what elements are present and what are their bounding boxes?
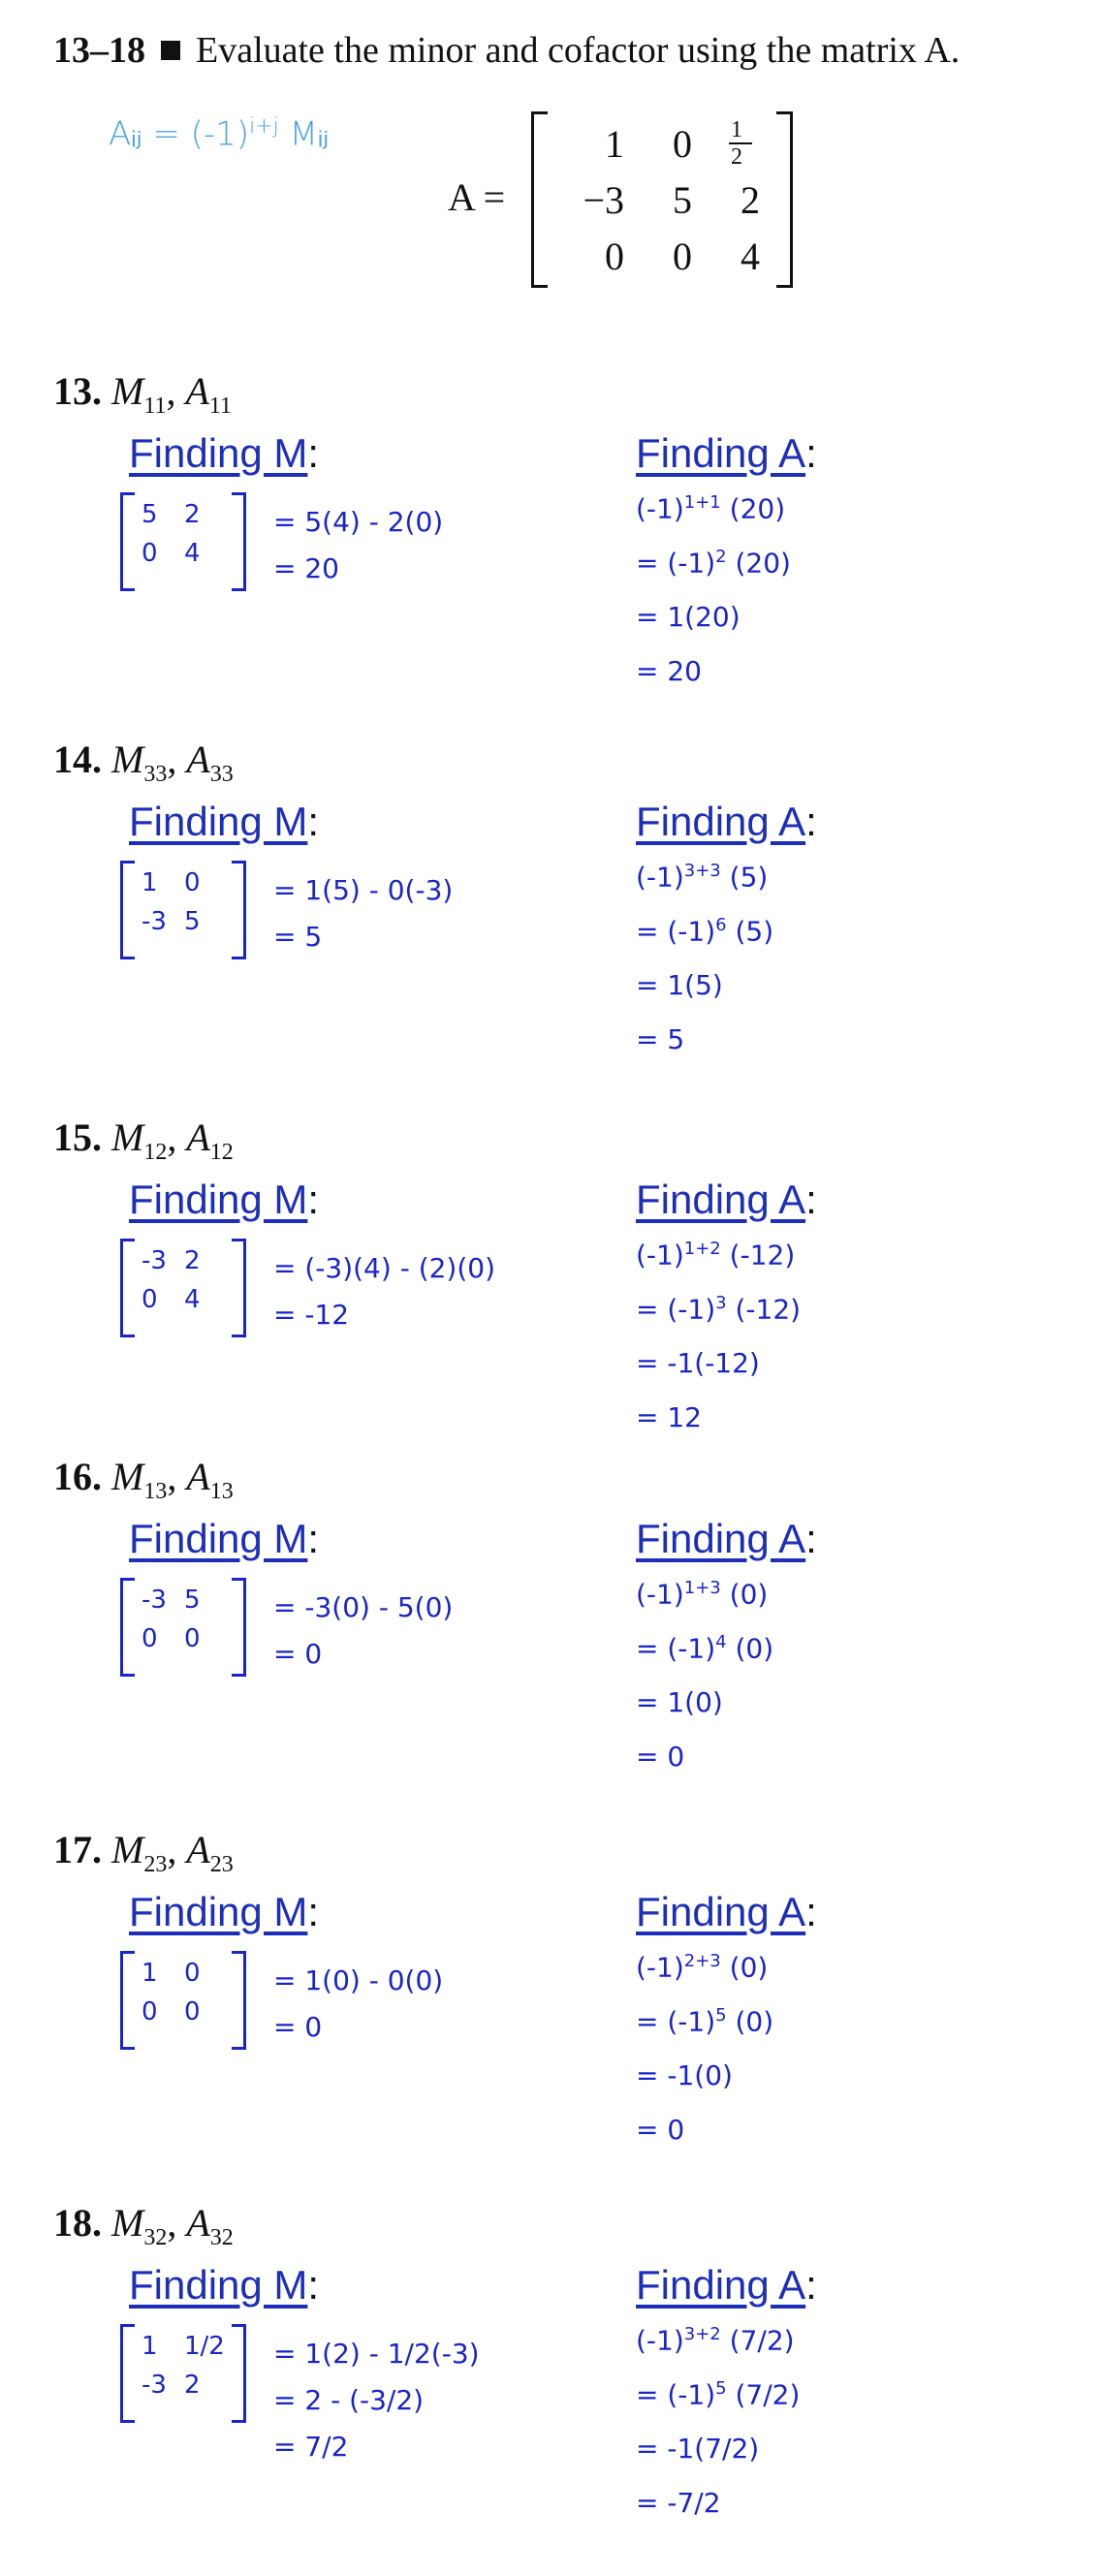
cofactor-step-base: (-1) (636, 861, 684, 894)
cofactor-step (636, 969, 723, 1001)
minor-subscript: 32 (143, 2225, 168, 2250)
cofactor-step (636, 601, 741, 633)
finding-a-heading (636, 1516, 817, 1562)
minor-symbol: $M_{11}$ (111, 369, 167, 419)
minor-cell: 0 (142, 1624, 158, 1653)
minor-symbol: $M_{23}$ (111, 1828, 168, 1877)
cofactor-subscript: 23 (209, 1852, 234, 1877)
cofactor-step (636, 1239, 795, 1271)
minor-cell: 0 (184, 868, 201, 897)
cofactor-step-base: = 1(5) (636, 969, 723, 1001)
title-comma: , (167, 738, 187, 781)
problem-number: 18. (53, 2201, 102, 2245)
matrix-left-bracket (531, 111, 548, 288)
minor-step: = 20 (273, 552, 339, 584)
problem-number: 17. (53, 1828, 102, 1871)
cofactor-step-tail: (0) (720, 1578, 769, 1611)
minor-cell: 4 (184, 539, 201, 568)
cofactor-step (636, 2433, 759, 2465)
cofactor-formula-note (109, 114, 329, 153)
cofactor-step-base: = (-1) (636, 1632, 716, 1665)
cofactor-subscript: 12 (209, 1140, 234, 1165)
cofactor-step-exponent: 5 (715, 2378, 727, 2399)
minor-subscript: 23 (143, 1852, 168, 1877)
minor-symbol: $M_{33}$ (111, 738, 168, 787)
minor-matrix (120, 1951, 246, 2048)
cofactor-step-base: = 20 (636, 655, 702, 687)
minor-cell: -3 (142, 1246, 167, 1275)
cofactor-step-base: = 0 (636, 1741, 685, 1773)
cofactor-symbol: $A_{32}$ (186, 2201, 234, 2250)
finding-m-colon: : (307, 1889, 320, 1934)
matrix-grid (554, 115, 768, 284)
title-comma: , (167, 1828, 187, 1871)
minor-step: = (-3)(4) - (2)(0) (273, 1252, 496, 1284)
minor-left-bracket (120, 1239, 135, 1337)
cofactor-step-exponent: 3+3 (683, 861, 721, 881)
minor-matrix (120, 861, 246, 958)
cofactor-step-base: = -1(-12) (636, 1347, 760, 1379)
matrix-cell: 0 (605, 234, 624, 278)
cofactor-step-base: = -7/2 (636, 2487, 721, 2519)
cofactor-step-base: = -1(0) (636, 2059, 733, 2091)
cofactor-step-tail: (-12) (726, 1293, 802, 1326)
minor-symbol: $M_{32}$ (111, 2201, 168, 2250)
cofactor-step (636, 915, 773, 947)
minor-cells (142, 2332, 227, 2409)
finding-m-colon: : (307, 1177, 320, 1222)
finding-a-colon: : (805, 799, 817, 844)
finding-a-heading (636, 799, 817, 845)
finding-m-text: Finding M (129, 430, 308, 476)
minor-cell: 0 (184, 1624, 201, 1653)
cofactor-step-exponent: 2+3 (683, 1951, 721, 1971)
cofactor-subscript: 13 (209, 1479, 234, 1504)
minor-step: = 1(2) - 1/2(-3) (273, 2338, 480, 2370)
finding-a-colon: : (805, 430, 817, 476)
minor-matrix (120, 2324, 246, 2421)
square-bullet-icon (161, 41, 180, 60)
cofactor-symbol: $A_{23}$ (186, 1828, 234, 1877)
cofactor-step-tail: (5) (720, 861, 769, 894)
minor-right-bracket (232, 861, 246, 959)
cofactor-step-tail: (7/2) (726, 2378, 801, 2411)
finding-m-heading (129, 1516, 319, 1562)
cofactor-step-tail: (5) (726, 915, 774, 948)
cofactor-step-base: = (-1) (636, 2378, 716, 2411)
matrix-cell: 4 (741, 234, 760, 278)
cofactor-step-base: (-1) (636, 1578, 684, 1611)
cofactor-step (636, 2005, 773, 2037)
problem-number: 14. (53, 738, 102, 781)
minor-cells (142, 1246, 227, 1324)
finding-m-text: Finding M (129, 1889, 308, 1934)
minor-right-bracket (232, 2324, 246, 2423)
matrix-cell: 0 (673, 121, 692, 166)
minor-right-bracket (232, 492, 246, 591)
minor-right-bracket (232, 1951, 246, 2050)
cofactor-step-base: = 5 (636, 1023, 685, 1055)
minor-cell: 1/2 (184, 2332, 225, 2361)
finding-a-text: Finding A (636, 1889, 806, 1934)
cofactor-subscript: 11 (208, 393, 232, 419)
note-exponent: i+j (249, 114, 279, 139)
cofactor-step (636, 655, 702, 687)
cofactor-step (636, 1741, 684, 1773)
minor-subscript: 13 (143, 1479, 168, 1504)
minor-cell: 0 (142, 1285, 158, 1314)
cofactor-step-base: (-1) (636, 2324, 684, 2357)
minor-step: = -3(0) - 5(0) (273, 1591, 454, 1623)
matrix-cell: −3 (583, 177, 624, 222)
cofactor-step (636, 1951, 768, 1983)
minor-step: = 5 (273, 921, 323, 953)
finding-m-colon: : (307, 430, 320, 476)
cofactor-step (636, 492, 785, 524)
cofactor-step-tail: (-12) (720, 1239, 796, 1272)
cofactor-step-exponent: 1+2 (683, 1239, 721, 1259)
minor-cell: 2 (184, 2371, 201, 2400)
minor-symbol: $M_{12}$ (111, 1115, 168, 1165)
minor-right-bracket (232, 1578, 246, 1677)
cofactor-step (636, 1632, 773, 1664)
problem-title (53, 1454, 234, 1505)
minor-matrix (120, 1239, 246, 1335)
finding-m-heading (129, 2262, 319, 2309)
exercise-instructions: Evaluate the minor and cofactor using the matrix A. (196, 30, 961, 71)
cofactor-step (636, 1578, 768, 1610)
cofactor-step-base: = (-1) (636, 547, 716, 580)
finding-m-heading (129, 430, 319, 477)
minor-matrix (120, 492, 246, 589)
cofactor-step-tail: (20) (720, 492, 786, 525)
cofactor-step-base: = -1(7/2) (636, 2433, 760, 2465)
cofactor-step-base: = 1(20) (636, 601, 741, 633)
cofactor-step-tail: (0) (726, 2005, 774, 2038)
cofactor-step (636, 1401, 702, 1433)
minor-cell: 0 (184, 1959, 201, 1988)
cofactor-subscript: 32 (209, 2225, 234, 2250)
problem-number: 16. (53, 1455, 102, 1498)
note-lhs: Aᵢⱼ = (-1) (109, 114, 250, 154)
minor-step: = 5(4) - 2(0) (273, 506, 444, 538)
cofactor-step-exponent: 3 (715, 1293, 727, 1313)
cofactor-step-base: = (-1) (636, 2005, 716, 2038)
matrix-cell (700, 115, 768, 172)
minor-step: = 1(0) - 0(0) (273, 1964, 444, 1996)
title-comma: , (167, 2201, 187, 2245)
minor-left-bracket (120, 1951, 135, 2050)
cofactor-step (636, 2059, 733, 2091)
minor-subscript: 12 (143, 1140, 168, 1165)
minor-step: = 0 (273, 2011, 323, 2043)
minor-cells (142, 1959, 227, 2036)
minor-cell: 1 (142, 2332, 158, 2361)
minor-cells (142, 868, 227, 946)
cofactor-step-base: = 12 (636, 1401, 702, 1433)
cofactor-step (636, 2487, 721, 2519)
cofactor-step-tail: (7/2) (720, 2324, 795, 2357)
finding-a-heading (636, 430, 817, 477)
finding-a-text: Finding A (636, 2262, 806, 2308)
minor-step: = 7/2 (273, 2431, 349, 2463)
cofactor-step-exponent: 4 (715, 1632, 727, 1652)
finding-a-colon: : (805, 1177, 817, 1222)
minor-cell: 0 (184, 1997, 201, 2026)
matrix-cell: 5 (673, 177, 692, 222)
problem-number: 13. (53, 369, 102, 413)
minor-cells (142, 500, 227, 578)
minor-step: = -12 (273, 1299, 350, 1331)
finding-a-heading (636, 1889, 817, 1935)
minor-cell: 2 (184, 1246, 201, 1275)
cofactor-step (636, 2114, 684, 2146)
cofactor-step-exponent: 6 (715, 915, 727, 935)
finding-m-text: Finding M (129, 1177, 308, 1222)
cofactor-symbol: $A_{33}$ (186, 738, 234, 787)
minor-cell: -3 (142, 2371, 167, 2400)
minor-cell: -3 (142, 1586, 167, 1615)
minor-step: = 1(5) - 0(-3) (273, 874, 454, 906)
cofactor-step (636, 1686, 723, 1718)
cofactor-symbol: $A_{12}$ (186, 1115, 234, 1165)
title-comma: , (167, 1455, 187, 1498)
cofactor-step-exponent: 1+3 (683, 1578, 721, 1598)
minor-cell: 0 (142, 1997, 158, 2026)
minor-matrix (120, 1578, 246, 1675)
cofactor-step-base: = 1(0) (636, 1686, 723, 1718)
cofactor-step (636, 547, 791, 579)
matrix-label: A = (448, 175, 506, 219)
title-comma: , (167, 1115, 187, 1159)
minor-cell: 1 (142, 1959, 158, 1988)
minor-cell: 5 (184, 1586, 201, 1615)
minor-left-bracket (120, 2324, 135, 2423)
cofactor-step-tail: (0) (726, 1632, 774, 1665)
minor-left-bracket (120, 492, 135, 591)
minor-cell: 4 (184, 1285, 201, 1314)
finding-m-text: Finding M (129, 799, 308, 844)
cofactor-step-base: (-1) (636, 1951, 684, 1984)
matrix-cell: 2 (741, 177, 760, 222)
cofactor-step (636, 1023, 684, 1055)
finding-a-colon: : (805, 1889, 817, 1934)
cofactor-step-exponent: 3+2 (683, 2324, 721, 2344)
finding-m-heading (129, 1889, 319, 1935)
exercise-header (53, 29, 960, 72)
finding-a-heading (636, 1177, 817, 1223)
minor-subscript: 33 (143, 762, 168, 787)
finding-m-text: Finding M (129, 2262, 308, 2308)
fraction (729, 118, 760, 169)
minor-cell: 5 (142, 500, 158, 529)
minor-cell: 2 (184, 500, 201, 529)
minor-cell: -3 (142, 907, 167, 936)
finding-a-text: Finding A (636, 1177, 806, 1222)
exercise-range: 13–18 (53, 30, 145, 71)
finding-a-text: Finding A (636, 430, 806, 476)
finding-m-heading (129, 1177, 319, 1223)
cofactor-step (636, 2378, 800, 2410)
cofactor-step-exponent: 2 (715, 547, 727, 567)
fraction-denominator: 2 (731, 144, 742, 170)
matrix-cell: 0 (673, 234, 692, 278)
cofactor-step-exponent: 5 (715, 2005, 727, 2026)
cofactor-symbol: $A_{13}$ (186, 1455, 234, 1504)
minor-cells (142, 1586, 227, 1663)
title-comma: , (166, 369, 186, 413)
note-rhs: Mᵢⱼ (278, 114, 330, 154)
problem-number: 15. (53, 1115, 102, 1159)
fraction-numerator: 1 (731, 117, 742, 142)
cofactor-step (636, 2324, 795, 2356)
cofactor-step-base: = (-1) (636, 915, 716, 948)
finding-a-text: Finding A (636, 799, 806, 844)
cofactor-step-base: (-1) (636, 492, 684, 525)
minor-cell: 5 (184, 907, 201, 936)
minor-right-bracket (232, 1239, 246, 1337)
minor-subscript: 11 (143, 393, 167, 419)
minor-cell: 0 (142, 539, 158, 568)
finding-a-colon: : (805, 1516, 817, 1561)
cofactor-symbol: $A_{11}$ (185, 369, 232, 419)
cofactor-step (636, 1293, 801, 1325)
problem-title (53, 1115, 234, 1166)
minor-left-bracket (120, 861, 135, 959)
cofactor-step-tail: (20) (726, 547, 791, 580)
cofactor-step-base: (-1) (636, 1239, 684, 1272)
problem-title (53, 1827, 234, 1878)
minor-cell: 1 (142, 868, 158, 897)
cofactor-step-base: = (-1) (636, 1293, 716, 1326)
finding-m-colon: : (307, 1516, 320, 1561)
finding-m-colon: : (307, 799, 320, 844)
cofactor-step-exponent: 1+1 (683, 492, 721, 513)
minor-step: = 2 - (-3/2) (273, 2384, 425, 2416)
cofactor-step (636, 1347, 760, 1379)
matrix-right-bracket (776, 111, 793, 288)
cofactor-step-base: = 0 (636, 2114, 685, 2146)
matrix-cell: 1 (605, 121, 624, 166)
minor-left-bracket (120, 1578, 135, 1677)
finding-a-text: Finding A (636, 1516, 806, 1561)
problem-title (53, 737, 234, 788)
minor-step: = 0 (273, 1638, 323, 1670)
matrix-a (531, 111, 793, 286)
finding-a-heading (636, 2262, 817, 2309)
finding-a-colon: : (805, 2262, 817, 2308)
problem-title (53, 2200, 234, 2251)
cofactor-subscript: 33 (209, 762, 234, 787)
cofactor-step-tail: (0) (720, 1951, 769, 1984)
cofactor-step (636, 861, 768, 893)
problem-title (53, 368, 232, 420)
finding-m-heading (129, 799, 319, 845)
minor-symbol: $M_{13}$ (111, 1455, 168, 1504)
finding-m-text: Finding M (129, 1516, 308, 1561)
finding-m-colon: : (307, 2262, 320, 2308)
